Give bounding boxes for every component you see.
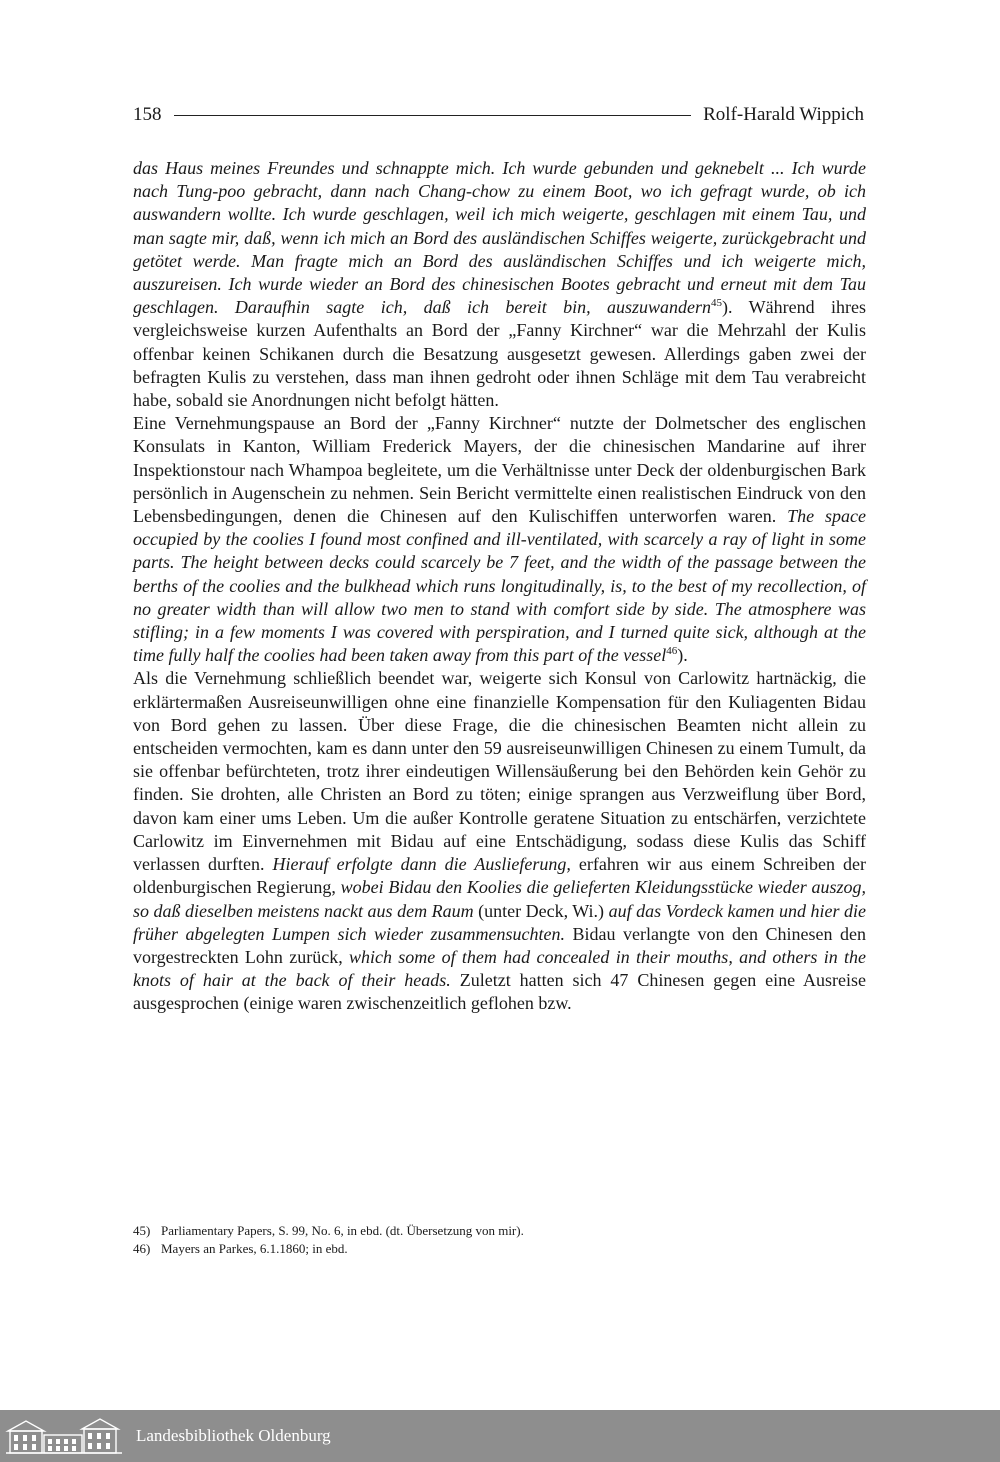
quote-mayers: The space occupied by the coolies I found most confined and ill-ventilated, with scarcely a ray of light in some parts. The height between decks could scarcely be 7 feet, and the width of the passage between the berths of the coolies and the bulkhead which runs longitudinally, is, to the best of my recollection, of no greater width than will allow two men to stand with comfort side by side. The atmosphere was stifling; in a few moments I was covered with perspiration, and I turned quite sick, although at the time fully half the coolies had been taken away from this part of the vessel <box>133 506 866 666</box>
paragraph-2-end: ). <box>677 645 688 666</box>
paragraph-1 <box>133 157 866 412</box>
footnotes <box>133 1222 866 1258</box>
paragraph-3-text-3: (unter Deck, Wi.) <box>473 900 609 921</box>
footnote-text: Mayers an Parkes, 6.1.1860; in ebd. <box>161 1241 348 1256</box>
paragraph-3-text-5: Zuletzt hatten sich 47 Chinesen gegen eine Ausreise ausgesprochen (einige waren zwischenzeitlich geflohen bzw. <box>133 970 867 1014</box>
footnote-number: 46) <box>133 1241 151 1256</box>
footnote-46 <box>133 1240 866 1258</box>
quote-mouths: which some of them had concealed in their mouths, and others in the knots of hair at the back of their heads. <box>133 946 866 991</box>
footnote-text: Parliamentary Papers, S. 99, No. 6, in ebd. (dt. Übersetzung von mir). <box>161 1223 524 1238</box>
paragraph-2-text: Eine Vernehmungspause an Bord der „Fanny Kirchner“ nutzte der Dolmetscher des englischen Konsulats in Kanton, William Frederick Mayers, der die chinesischen Mandarine auf ihrer Inspektionstour nach Whampoa begleitete, um die Verhältnisse unter Deck der oldenburgischen Bark persönlich in Augenschein zu nehmen. Sein Bericht vermittelte einen realistischen Eindruck von den Lebensbedingungen, denen die Chinesen auf den Kulischiffen unterworfen waren. <box>133 413 866 527</box>
library-name: Landesbibliothek Oldenburg <box>136 1426 331 1445</box>
footnote-ref-46[interactable]: 46 <box>666 645 678 658</box>
body-text <box>133 157 866 1016</box>
running-header <box>133 99 864 131</box>
library-footer-bar <box>0 1410 1000 1462</box>
footnote-ref-45[interactable]: 45 <box>711 297 723 310</box>
quote-vordeck: auf das Vordeck kamen und hier die früher abgelegten Lumpen sich wieder zusammensuchten. <box>133 900 866 944</box>
quote-testimony: das Haus meines Freundes und schnappte mich. Ich wurde gebunden und geknebelt ... Ich wurde nach Tung-poo gebracht, dann nach Chang-chow zu einem Boot, wo ich gefragt wurde, ob ich auswandern wollte. Ich wurde geschlagen, weil ich mich weigerte, geschlagen mit einem Tau, und man sagte mir, daß, wenn ich mich an Bord des ausländischen Schiffes weigerte, zurückgebracht und getötet werde. Man fragte mich an Bord des ausländischen Schiffes und ich weigerte mich, auszureisen. Ich wurde wieder an Bord des chinesischen Bootes gebracht und erneut mit dem Tau geschlagen. Daraufhin sagte ich, daß ich bereit bin, auszuwandern <box>133 158 866 318</box>
paragraph-3 <box>133 667 866 1015</box>
header-rule <box>174 115 692 116</box>
footnote-number: 45) <box>133 1223 151 1238</box>
quote-regierung: wobei Bidau den Koolies die gelieferten Kleidungsstücke wieder auszog, so daß dieselben meistens nackt aus dem Raum <box>133 877 867 921</box>
paragraph-1-text: ). Während ihres vergleichsweise kurzen Aufenthalts an Bord der „Fanny Kirchner“ war die Mehrzahl der Kulis offenbar keinen Schikanen durch die Besatzung ausgesetzt gewesen. Allerdings gaben zwei der befragten Kulis zu verstehen, dass man ihnen gedroht oder ihnen Schläge mit dem Tau verabreicht habe, sobald sie Anordnungen nicht befolgt hätten. <box>133 297 866 411</box>
running-head-author: Rolf-Harald Wippich <box>703 104 864 125</box>
footnote-45 <box>133 1222 866 1240</box>
quote-auslieferung: Hierauf erfolgte dann die Auslieferung, <box>272 854 571 875</box>
paragraph-2 <box>133 412 866 667</box>
paragraph-3-text-2: erfahren wir aus einem Schreiben der oldenburgischen Regierung, <box>133 854 866 898</box>
paragraph-3-text-4: Bidau verlangte von den Chinesen den vorgestreckten Lohn zurück, <box>133 923 866 967</box>
page-number: 158 <box>133 104 162 125</box>
library-building-icon <box>4 1415 124 1457</box>
paragraph-3-text-1: Als die Vernehmung schließlich beendet war, weigerte sich Konsul von Carlowitz hartnäckig, die erklärtermaßen Ausreiseunwilligen ohne eine finanzielle Kompensation für den Kuliagenten Bidau von Bord gehen zu lassen. Über diese Frage, die die chinesischen Beamten nicht allein zu entscheiden vermochten, kam es dann unter den 59 ausreiseunwilligen Chinesen zu einem Tumult, da sie offenbar befürchteten, trotz ihrer eindeutigen Willensäußerung bei den Behörden kein Gehör zu finden. Sie drohten, alle Christen an Bord zu töten; einige sprangen aus Verzweiflung über Bord, davon kam einer ums Leben. Um die außer Kontrolle geratene Situation zu entschärfen, verzichtete Carlowitz im Einvernehmen mit Bidau auf eine Entschädigung, sodass diese Kulis das Schiff verlassen durften. <box>133 668 866 875</box>
